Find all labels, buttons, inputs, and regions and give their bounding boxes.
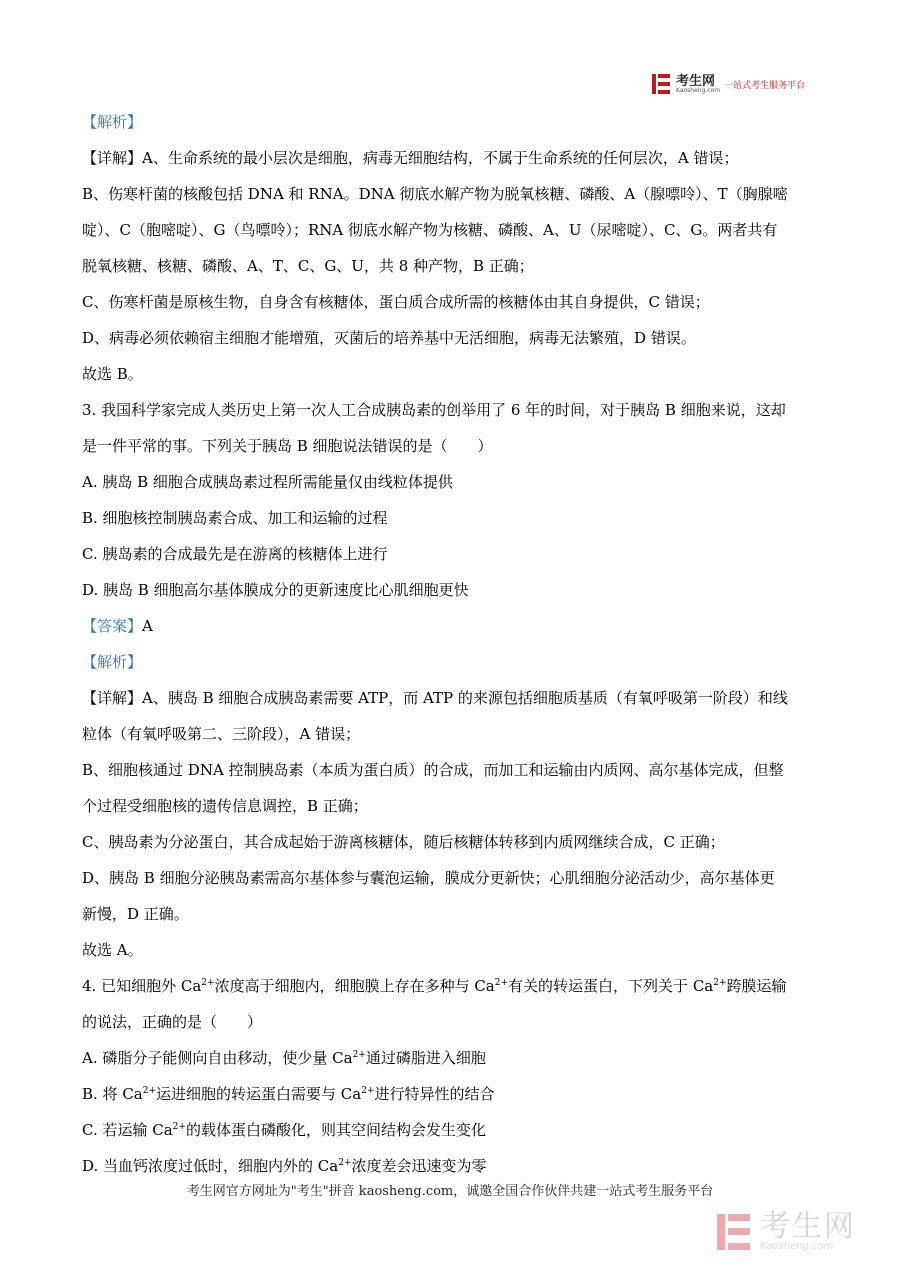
text-run: B、细胞核通过 DNA 控制胰岛素（本质为蛋白质）的合成，而加工和运输由内质网、高尔基体完成，但整 [82, 761, 784, 779]
text-run: 故选 B。 [82, 365, 143, 383]
text-run: 故选 A。 [82, 941, 143, 959]
superscript: 2+ [713, 978, 727, 988]
kaosheng-logo-icon [650, 73, 672, 95]
superscript: 2+ [361, 1086, 375, 1096]
text-run: 是一件平常的事。下列关于胰岛 B 细胞说法错误的是（ ） [82, 437, 493, 455]
text-run: 4. 已知细胞外 Ca [82, 977, 202, 995]
text-line [82, 1076, 822, 1112]
text-run: 浓度高于细胞内，细胞膜上存在多种与 Ca [214, 977, 495, 995]
text-line [82, 1040, 822, 1076]
kaosheng-watermark-icon [714, 1212, 754, 1252]
text-run: 运进细胞的转运蛋白需要与 Ca [156, 1085, 362, 1103]
text-run: B、伤寒杆菌的核酸包括 DNA 和 RNA。DNA 彻底水解产物为脱氧核糖、磷酸、A（腺嘌呤）、T（胸腺嘧 [82, 185, 788, 203]
page-footer: 考生网官方网址为"考生"拼音 kaosheng.com，诚邀全国合作伙伴共建一站式考生服务平台 [186, 1184, 714, 1199]
logo-slogan: 一站式考生服务平台 [724, 80, 806, 91]
text-run: 【详解】A、胰岛 B 细胞合成胰岛素需要 ATP，而 ATP 的来源包括细胞质基质（有氧呼吸第一阶段）和线 [82, 689, 788, 707]
text-run: 浓度差会迅速变为零 [351, 1157, 487, 1175]
text-line [82, 392, 822, 428]
header-logo [650, 72, 805, 96]
text-line [82, 716, 822, 752]
superscript: 2+ [338, 1158, 352, 1168]
text-run: 脱氧核糖、核糖、磷酸、A、T、C、G、U，共 8 种产物，B 正确； [82, 257, 534, 275]
text-run: D、病毒必须依赖宿主细胞才能增殖，灭菌后的培养基中无活细胞，病毒无法繁殖，D 错误。 [82, 329, 696, 347]
logo-url: Kaosheng.com [676, 86, 721, 94]
superscript: 2+ [201, 978, 215, 988]
text-line [82, 824, 822, 860]
text-line [82, 680, 822, 716]
section-tag: 【答案】 [82, 617, 143, 635]
superscript: 2+ [352, 1050, 366, 1060]
text-line [82, 644, 822, 680]
text-line [82, 104, 822, 140]
text-run: 新慢，D 正确。 [82, 905, 189, 923]
superscript: 2+ [142, 1086, 157, 1096]
text-run: B. 细胞核控制胰岛素合成、加工和运输的过程 [82, 509, 388, 527]
text-run: D. 当血钙浓度过低时，细胞内外的 Ca [82, 1157, 339, 1175]
logo-name: 考生网 [676, 73, 716, 89]
text-run: 有关的转运蛋白，下列关于 Ca [508, 977, 714, 995]
text-run: A. 胰岛 B 细胞合成胰岛素过程所需能量仅由线粒体提供 [82, 473, 453, 491]
watermark-name: 考生网 [760, 1209, 856, 1244]
text-line [82, 752, 822, 788]
text-run: 跨膜运输 [726, 977, 787, 995]
text-run: 3. 我国科学家完成人类历史上第一次人工合成胰岛素的创举用了 6 年的时间，对于胰岛 B 细胞来说，这却 [82, 401, 786, 419]
text-run: 的载体蛋白磷酸化，则其空间结构会发生变化 [185, 1121, 486, 1139]
text-line [82, 536, 822, 572]
text-run: C、伤寒杆菌是原核生物，自身含有核糖体，蛋白质合成所需的核糖体由其自身提供，C 错误； [82, 293, 710, 311]
text-line [82, 284, 822, 320]
text-line [82, 248, 822, 284]
section-tag: 【解析】 [82, 653, 143, 671]
text-run: B. 将 Ca [82, 1085, 143, 1103]
text-line [82, 1112, 822, 1148]
text-run: C、胰岛素为分泌蛋白，其合成起始于游离核糖体，随后核糖体转移到内质网继续合成，C 正确； [82, 833, 725, 851]
text-run: A [142, 617, 153, 635]
text-run: 啶）、C（胞嘧啶）、G（鸟嘌呤）；RNA 彻底水解产物为核糖、磷酸、A、U（尿嘧啶）、C、G。两者共有 [82, 221, 778, 239]
text-run: C. 若运输 Ca [82, 1121, 173, 1139]
superscript: 2+ [494, 978, 509, 988]
text-line [82, 500, 822, 536]
text-line [82, 176, 822, 212]
text-line [82, 932, 822, 968]
text-run: 的说法，正确的是（ ） [82, 1013, 263, 1031]
text-line [82, 608, 822, 644]
watermark-url: Kaosheng.com [760, 1241, 834, 1252]
watermark [714, 1209, 856, 1252]
section-tag: 【解析】 [82, 113, 143, 131]
text-run: 个过程受细胞核的遗传信息调控，B 正确； [82, 797, 368, 815]
text-line [82, 140, 822, 176]
text-line [82, 320, 822, 356]
text-line [82, 968, 822, 1004]
text-line [82, 356, 822, 392]
text-run: 通过磷脂进入细胞 [365, 1049, 486, 1067]
text-run: 粒体（有氧呼吸第二、三阶段），A 错误； [82, 725, 361, 743]
text-run: A. 磷脂分子能侧向自由移动，使少量 Ca [82, 1049, 353, 1067]
text-line [82, 788, 822, 824]
text-run: D、胰岛 B 细胞分泌胰岛素需高尔基体参与囊泡运输，膜成分更新快；心肌细胞分泌活动少，高尔基体更 [82, 869, 775, 887]
text-run: C. 胰岛素的合成最先是在游离的核糖体上进行 [82, 545, 388, 563]
text-line [82, 572, 822, 608]
text-line [82, 464, 822, 500]
text-line [82, 860, 822, 896]
text-line [82, 1004, 822, 1040]
text-line [82, 1148, 822, 1184]
superscript: 2+ [172, 1122, 186, 1132]
text-line [82, 212, 822, 248]
text-run: 进行特异性的结合 [374, 1085, 495, 1103]
document-body [82, 104, 822, 1184]
text-run: D. 胰岛 B 细胞高尔基体膜成分的更新速度比心肌细胞更快 [82, 581, 469, 599]
text-run: 【详解】A、生命系统的最小层次是细胞，病毒无细胞结构，不属于生命系统的任何层次，A 错误； [82, 149, 739, 167]
text-line [82, 896, 822, 932]
text-line [82, 428, 822, 464]
